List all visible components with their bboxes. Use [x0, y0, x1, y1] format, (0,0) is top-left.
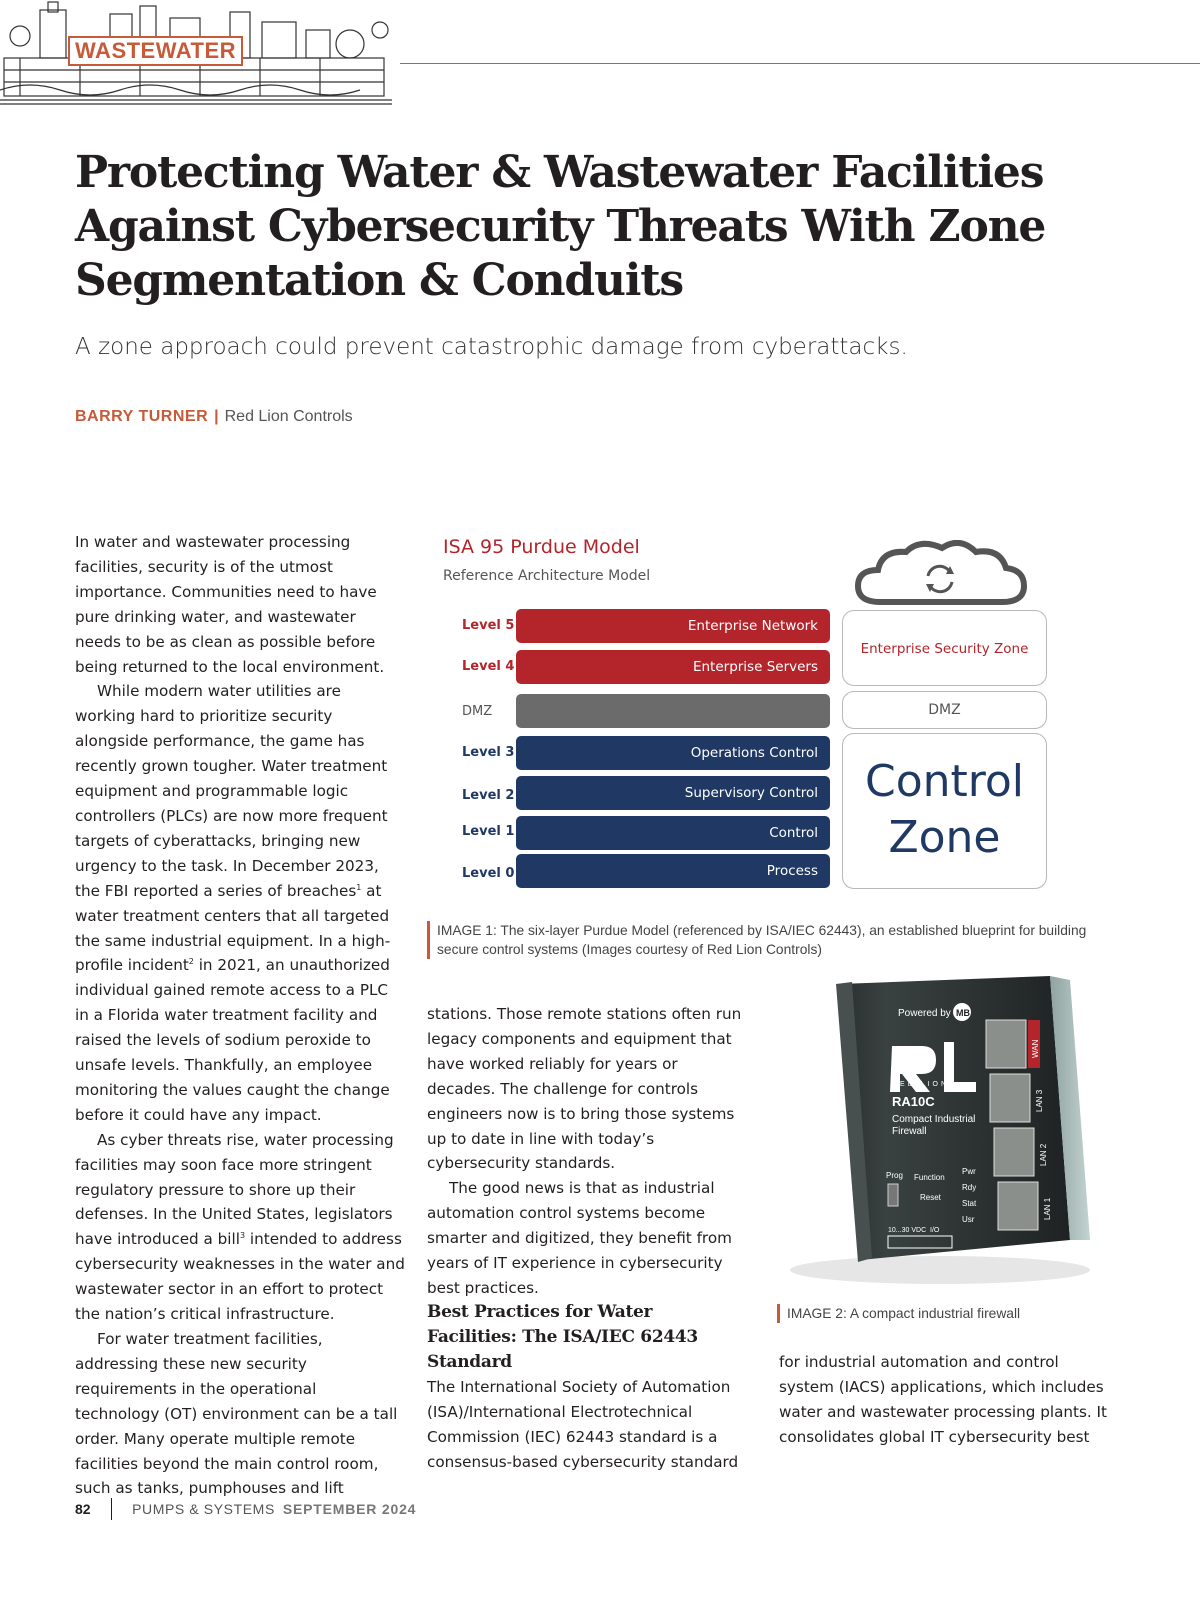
article-title: Protecting Water & Wastewater Facilities Against Cybersecurity Threats With Zone Segmentation & Conduits: [75, 147, 1046, 306]
section-subhead: Best Practices for Water Facilities: The ISA/IEC 62443 Standard: [427, 1302, 698, 1372]
vdc-label: 10...30 VDC: [888, 1227, 927, 1234]
footnote-ref: 1: [356, 882, 362, 892]
paragraph: For water treatment facilities, addressing these new security requirements in the operational technology (OT) environment can be a tall order. Many operate multiple remote facilities beyond the main control room, such as tanks, pumphouses and lift: [75, 1330, 398, 1498]
paragraph: In water and wastewater processing facilities, security is of the utmost importance. Communities need to have pure drinking water, and wastewater needs to be as clean as possible before being returned to the local environment.: [75, 533, 385, 676]
section-tag: WASTEWATER: [68, 36, 243, 66]
image-1-caption: IMAGE 1: The six-layer Purdue Model (referenced by ISA/IEC 62443), an established blueprint for building secure control systems (Images courtesy of Red Lion Controls): [427, 921, 1117, 959]
paragraph: While modern water utilities are working hard to prioritize security alongside performance, the game has recently grown tougher. Water treatment equipment and programmable logic controllers (PLCs) are now more frequent targets of cyberattacks, bringing new urgency to the task. In December 2023, the FBI reported a series of breaches$^1$ at water treatment centers that all targeted the same industrial equipment. In a high-profile incident$^2$ in 2021, an unauthorized individual gained remote access to a PLC in a Florida water treatment facility and raised the levels of sodium peroxide to unsafe levels. Thankfully, an employee monitoring the values caught the change before it could have any impact.: [75, 682, 391, 1124]
byline-separator: |: [214, 408, 219, 425]
author-name: BARRY TURNER: [75, 408, 209, 425]
byline: [75, 408, 353, 426]
usr-led-label: Usr: [962, 1215, 975, 1224]
image-2-caption: IMAGE 2: A compact industrial firewall: [777, 1304, 1107, 1323]
mb-logo: MB: [956, 1008, 970, 1018]
footer-divider: [111, 1498, 113, 1520]
lan1-port-label: LAN 1: [1043, 1197, 1052, 1220]
enterprise-security-zone: Enterprise Security Zone: [842, 610, 1047, 686]
rdy-led-label: Rdy: [962, 1183, 977, 1192]
level-label: DMZ: [462, 704, 493, 719]
level-bar: Enterprise Servers: [516, 650, 830, 684]
lan3-port-label: LAN 3: [1035, 1089, 1044, 1112]
lan2-port-label: LAN 2: [1039, 1143, 1048, 1166]
level-label: Level 0: [462, 866, 515, 881]
level-label: Level 3: [462, 745, 515, 760]
level-label: Level 4: [462, 659, 515, 674]
body-column-1: [75, 530, 405, 1501]
control-zone-line1: Control: [864, 756, 1025, 807]
diagram-title: ISA 95 Purdue Model: [443, 536, 640, 558]
pwr-led-label: Pwr: [962, 1167, 976, 1176]
purdue-model-diagram: [440, 530, 1060, 900]
prog-label: Prog: [886, 1171, 903, 1180]
powered-by-label: Powered by: [898, 1008, 951, 1019]
paragraph: The International Society of Automation (ISA)/International Electrotechnical Commission (IEC) 62443 standard is a consensus-based cybersecurity standard: [427, 1378, 739, 1471]
level-label: Level 1: [462, 824, 515, 839]
author-organization: Red Lion Controls: [224, 408, 353, 425]
firewall-device-image: [780, 970, 1102, 1292]
header-rule: [400, 63, 1200, 64]
magazine-name: PUMPS & SYSTEMS: [132, 1501, 275, 1517]
level-bar: Operations Control: [516, 736, 830, 770]
page-footer: [75, 1498, 416, 1520]
diagram-subtitle: Reference Architecture Model: [443, 568, 651, 584]
control-zone: [842, 733, 1047, 889]
model-label: RA10C: [892, 1094, 935, 1109]
function-label: Function: [914, 1173, 945, 1182]
dmz-zone: DMZ: [842, 691, 1047, 729]
level-label: Level 5: [462, 618, 515, 633]
cloud-icon: [850, 540, 1030, 610]
level-bar: Supervisory Control: [516, 776, 830, 810]
paragraph: stations. Those remote stations often run legacy components and equipment that have worked reliably for years or decades. The challenge for controls engineers now is to bring those systems up to date in line with today’s cybersecurity standards.: [427, 1005, 742, 1173]
level-bar: [516, 694, 830, 728]
red-lion-wordmark: RED LION: [892, 1081, 950, 1088]
control-zone-line2: Zone: [888, 812, 1001, 863]
paragraph: for industrial automation and control system (IACS) applications, which includes water and wastewater processing plants. It consolidates global IT cybersecurity best: [779, 1353, 1107, 1446]
body-column-2: [427, 1002, 747, 1301]
level-bar: Enterprise Network: [516, 609, 830, 643]
stat-led-label: Stat: [962, 1199, 977, 1208]
paragraph: The good news is that as industrial automation control systems become smarter and digitized, they benefit from years of IT experience in cybersecurity best practices.: [427, 1179, 732, 1297]
level-label: Level 2: [462, 788, 515, 803]
body-column-2-lower: [427, 1300, 747, 1475]
body-column-3: [779, 1350, 1109, 1450]
device-description-2: Firewall: [892, 1126, 927, 1137]
issue-date: SEPTEMBER 2024: [282, 1501, 417, 1517]
footnote-ref: 3: [239, 1231, 246, 1241]
io-label: I/O: [930, 1227, 940, 1234]
paragraph: As cyber threats rise, water processing facilities may soon face more stringent regulatory pressure to shore up their defenses. In the United States, legislators have introduced a bill$^3$ intended to address cybersecurity weaknesses in the water and wastewater sector in an effort to protect the nation’s critical infrastructure.: [75, 1130, 405, 1324]
level-bar: Control: [516, 816, 830, 850]
wan-port-label: WAN: [1031, 1039, 1040, 1058]
reset-label: Reset: [920, 1193, 941, 1202]
footnote-ref: 2: [188, 957, 194, 967]
level-bar: Process: [516, 854, 830, 888]
device-description-1: Compact Industrial: [892, 1114, 976, 1125]
page-number: 82: [75, 1501, 91, 1517]
article-deck: A zone approach could prevent catastrophic damage from cyberattacks.: [75, 334, 908, 360]
